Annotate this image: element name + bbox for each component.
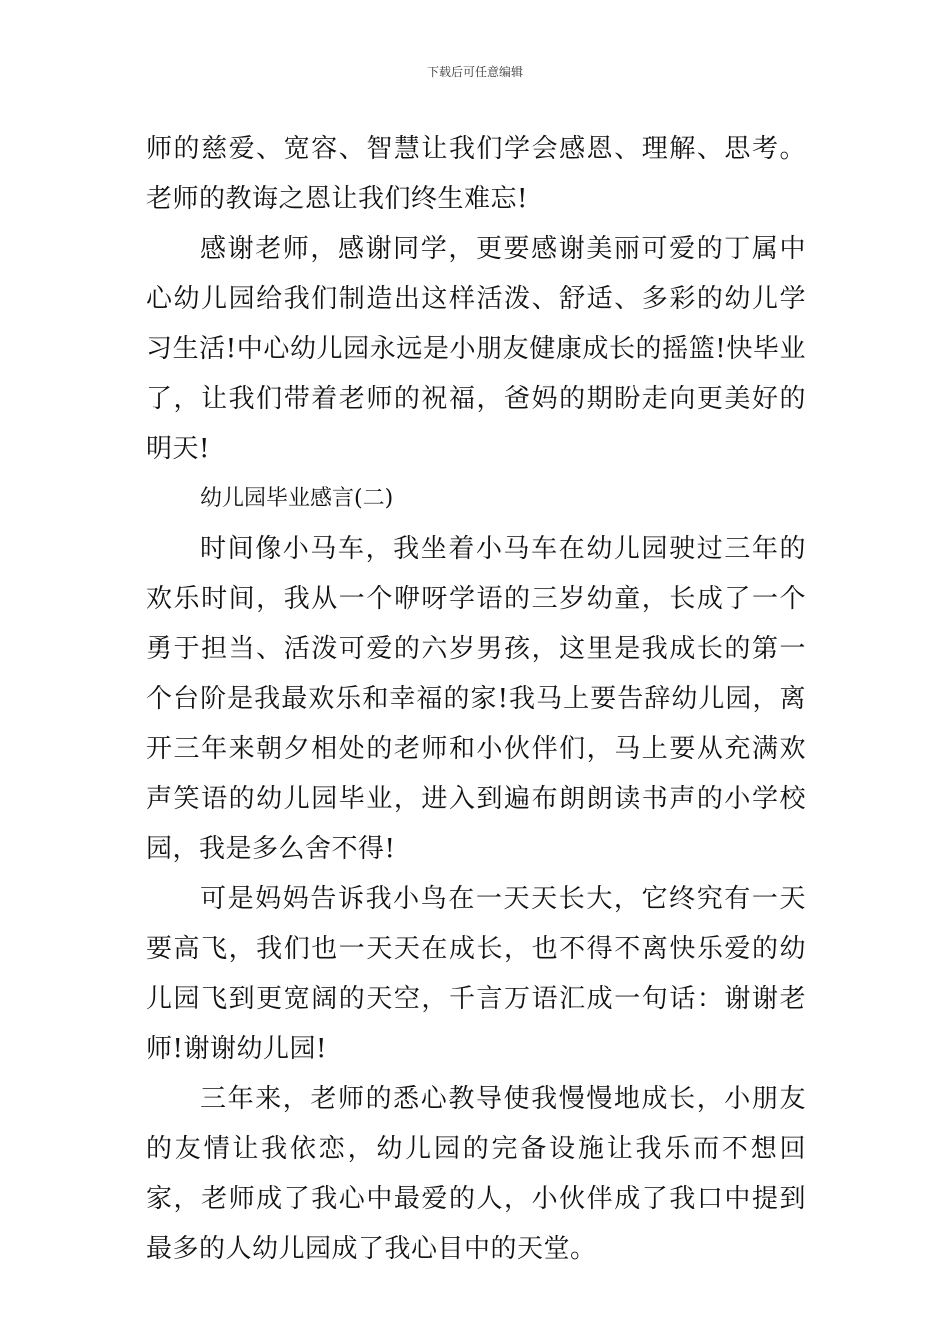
page-header: 下载后可任意编辑 [426,65,523,79]
document-body [146,124,806,1274]
paragraph-thanks: 感谢老师，感谢同学，更要感谢美丽可爱的丁属中心幼儿园给我们制造出这样活泼、舒适、多彩的幼儿学习生活!中心幼儿园永远是小朋友健康成长的摇篮!快毕业了，让我们带着老师的祝福，爸妈的期盼走向更美好的明天! [146,234,806,464]
paragraph-three-years: 三年来，老师的悉心教导使我慢慢地成长，小朋友的友情让我依恋，幼儿园的完备设施让我乐而不想回家，老师成了我心中最爱的人，小伙伴成了我口中提到最多的人幼儿园成了我心目中的天堂。 [146,1084,806,1264]
paragraph-time: 时间像小马车，我坐着小马车在幼儿园驶过三年的欢乐时间，我从一个咿呀学语的三岁幼童，长成了一个勇于担当、活泼可爱的六岁男孩，这里是我成长的第一个台阶是我最欢乐和幸福的家!我马上要告辞幼儿园，离开三年来朝夕相处的老师和小伙伴们，马上要从充满欢声笑语的幼儿园毕业，进入到遍布朗朗读书声的小学校园，我是多么舍不得! [146,534,806,864]
paragraph-continuation: 师的慈爱、宽容、智慧让我们学会感恩、理解、思考。老师的教诲之恩让我们终生难忘! [146,134,806,214]
paragraph-mother: 可是妈妈告诉我小鸟在一天天长大，它终究有一天要高飞，我们也一天天在成长，也不得不离快乐爱的幼儿园飞到更宽阔的天空，千言万语汇成一句话：谢谢老师!谢谢幼儿园! [146,884,806,1064]
section-heading: 幼儿园毕业感言(二) [200,486,394,511]
